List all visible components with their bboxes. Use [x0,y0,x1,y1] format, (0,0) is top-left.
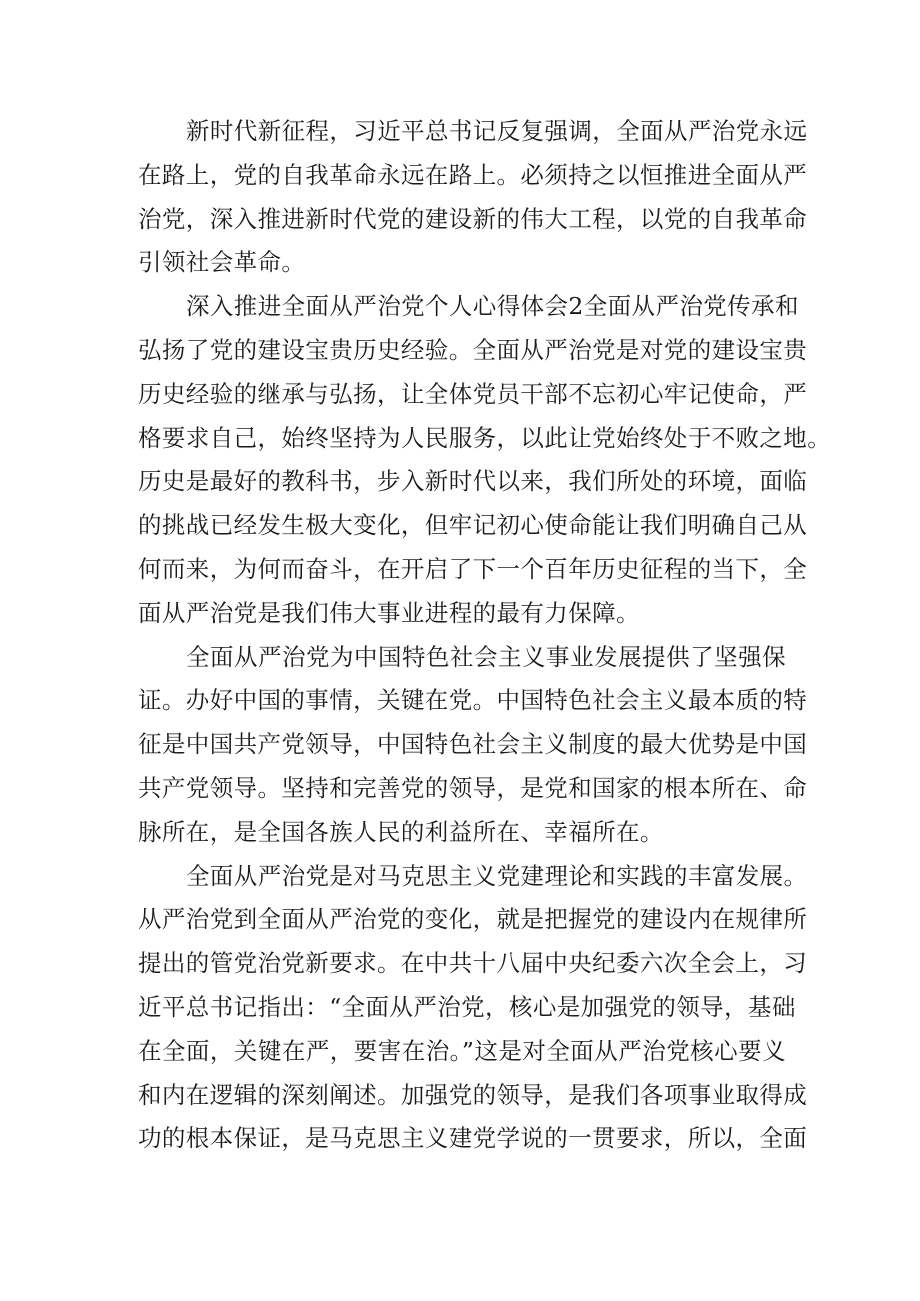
paragraph-line: 弘扬了党的建设宝贵历史经验。全面从严治党是对党的建设宝贵 [138,335,808,364]
paragraph-line: 全面从严治党是对马克思主义党建理论和实践的丰富发展。 [186,861,808,890]
paragraph-line: 历史是最好的教科书，步入新时代以来，我们所处的环境，面临 [138,467,808,496]
paragraph-line: 治党，深入推进新时代党的建设新的伟大工程，以党的自我革命 [138,204,808,233]
paragraph-2 [138,285,832,635]
paragraph-line: 提出的管党治党新要求。在中共十八届中央纪委六次全会上，习 [138,949,808,978]
paragraph-line: 功的根本保证，是马克思主义建党学说的一贯要求，所以，全面 [138,1124,808,1153]
paragraph-3 [138,636,808,855]
paragraph-line: 格要求自己，始终坚持为人民服务，以此让党始终处于不败之地。 [138,423,832,452]
paragraph-line: 和内在逻辑的深刻阐述。加强党的领导，是我们各项事业取得成 [138,1080,808,1109]
paragraph-line: 新时代新征程，习近平总书记反复强调，全面从严治党永远 [186,117,808,145]
paragraph-line: 征是中国共产党领导，中国特色社会主义制度的最大优势是中国 [138,730,808,759]
paragraph-line: 从严治党到全面从严治党的变化，就是把握党的建设内在规律所 [138,905,808,934]
paragraph-line: 引领社会革命。 [138,248,306,277]
paragraph-line: 深入推进全面从严治党个人心得体会2全面从严治党传承和 [186,292,799,321]
paragraph-line: 在路上，党的自我革命永远在路上。必须持之以恒推进全面从严 [138,160,808,189]
paragraph-line: 的挑战已经发生极大变化，但牢记初心使命能让我们明确自己从 [138,511,808,540]
paragraph-4 [138,855,808,1162]
paragraph-line: 历史经验的继承与弘扬，让全体党员干部不忘初心牢记使命，严 [138,379,808,408]
paragraph-line: 共产党领导。坚持和完善党的领导，是党和国家的根本所在、命 [138,773,808,802]
paragraph-line: 证。办好中国的事情，关键在党。中国特色社会主义最本质的特 [138,686,808,715]
paragraph-line: 全面从严治党为中国特色社会主义事业发展提供了坚强保 [186,642,786,671]
paragraph-line: 何而来，为何而奋斗，在开启了下一个百年历史征程的当下，全 [138,554,808,583]
paragraph-line: 脉所在，是全国各族人民的利益所在、幸福所在。 [138,817,664,846]
paragraph-line: 面从严治党是我们伟大事业进程的最有力保障。 [138,598,640,627]
paragraph-line: 近平总书记指出：“全面从严治党，核心是加强党的领导，基础 [138,992,796,1021]
paragraph-line: 在全面，关键在严，要害在治。”这是对全面从严治党核心要义 [138,1036,786,1065]
paragraph-1 [138,110,808,285]
document-body [138,110,832,1161]
